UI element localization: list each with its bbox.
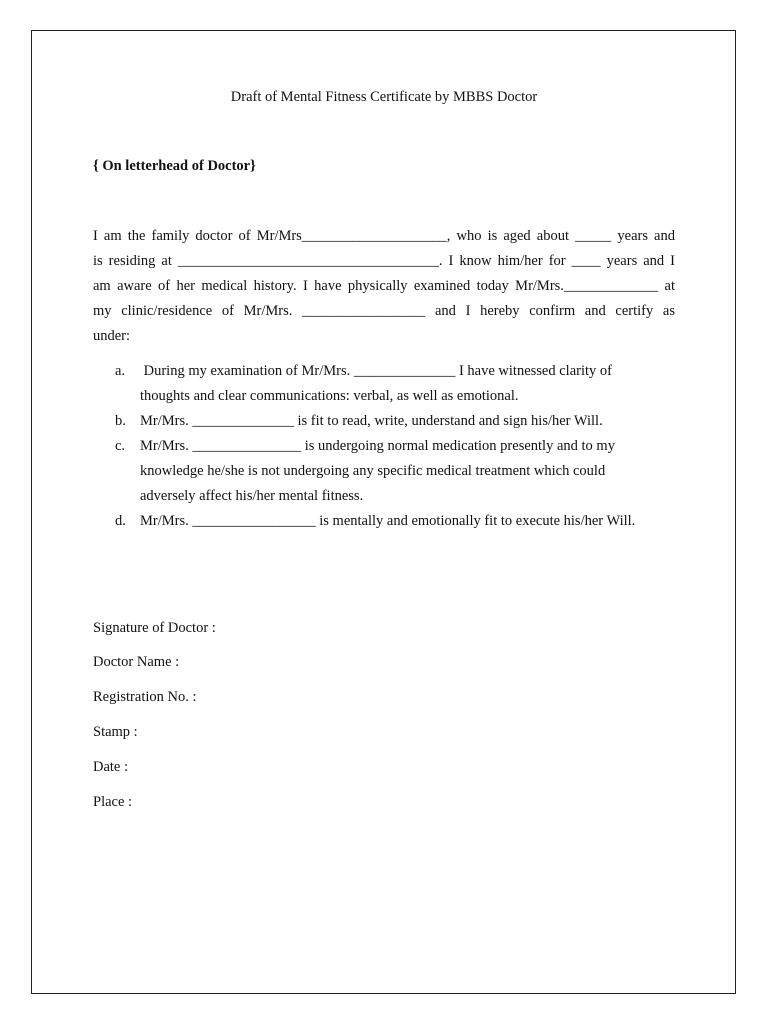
list-item [115,409,675,434]
list-item-line: adversely affect his/her mental fitness. [140,488,364,504]
stamp-label: Stamp : [93,724,138,740]
list-marker: c. [115,438,126,454]
list-item-line: Mr/Mrs. ______________ is fit to read, write, understand and sign his/her Will. [140,413,603,429]
place-label: Place : [93,794,133,810]
list-item-line: Mr/Mrs. _______________ is undergoing normal medication presently and to my [140,438,615,454]
intro-line: is residing at ____________________________________. I know him/her for ____ years and I [93,253,675,269]
list-item-line: thoughts and clear communications: verbal, as well as emotional. [140,388,519,404]
intro-line: am aware of her medical history. I have physically examined today Mr/Mrs._____________ at [93,278,675,294]
list-item-line: Mr/Mrs. _________________ is mentally and emotionally fit to execute his/her Will. [140,513,636,529]
intro-line: I am the family doctor of Mr/Mrs____________________, who is aged about _____ years and [93,228,675,244]
date-label: Date : [93,759,129,775]
intro-paragraph [93,224,675,349]
list-item [115,509,675,534]
list-item-line: During my examination of Mr/Mrs. ______________ I have witnessed clarity of [140,363,612,379]
registration-no-label: Registration No. : [93,689,197,705]
intro-line: under: [93,328,131,344]
signature-label: Signature of Doctor : [93,620,216,636]
document-title: Draft of Mental Fitness Certificate by MBBS Doctor [230,89,538,105]
list-item [115,434,675,509]
list-marker: a. [115,363,126,379]
letterhead-note: { On letterhead of Doctor} [93,158,256,174]
doctor-name-label: Doctor Name : [93,654,180,670]
certification-list [115,359,675,534]
list-item [115,359,675,409]
list-marker: b. [115,413,126,429]
list-marker: d. [115,513,126,529]
list-item-line: knowledge he/she is not undergoing any specific medical treatment which could [140,463,606,479]
intro-line: my clinic/residence of Mr/Mrs. _________________ and I hereby confirm and certify as [93,303,675,319]
